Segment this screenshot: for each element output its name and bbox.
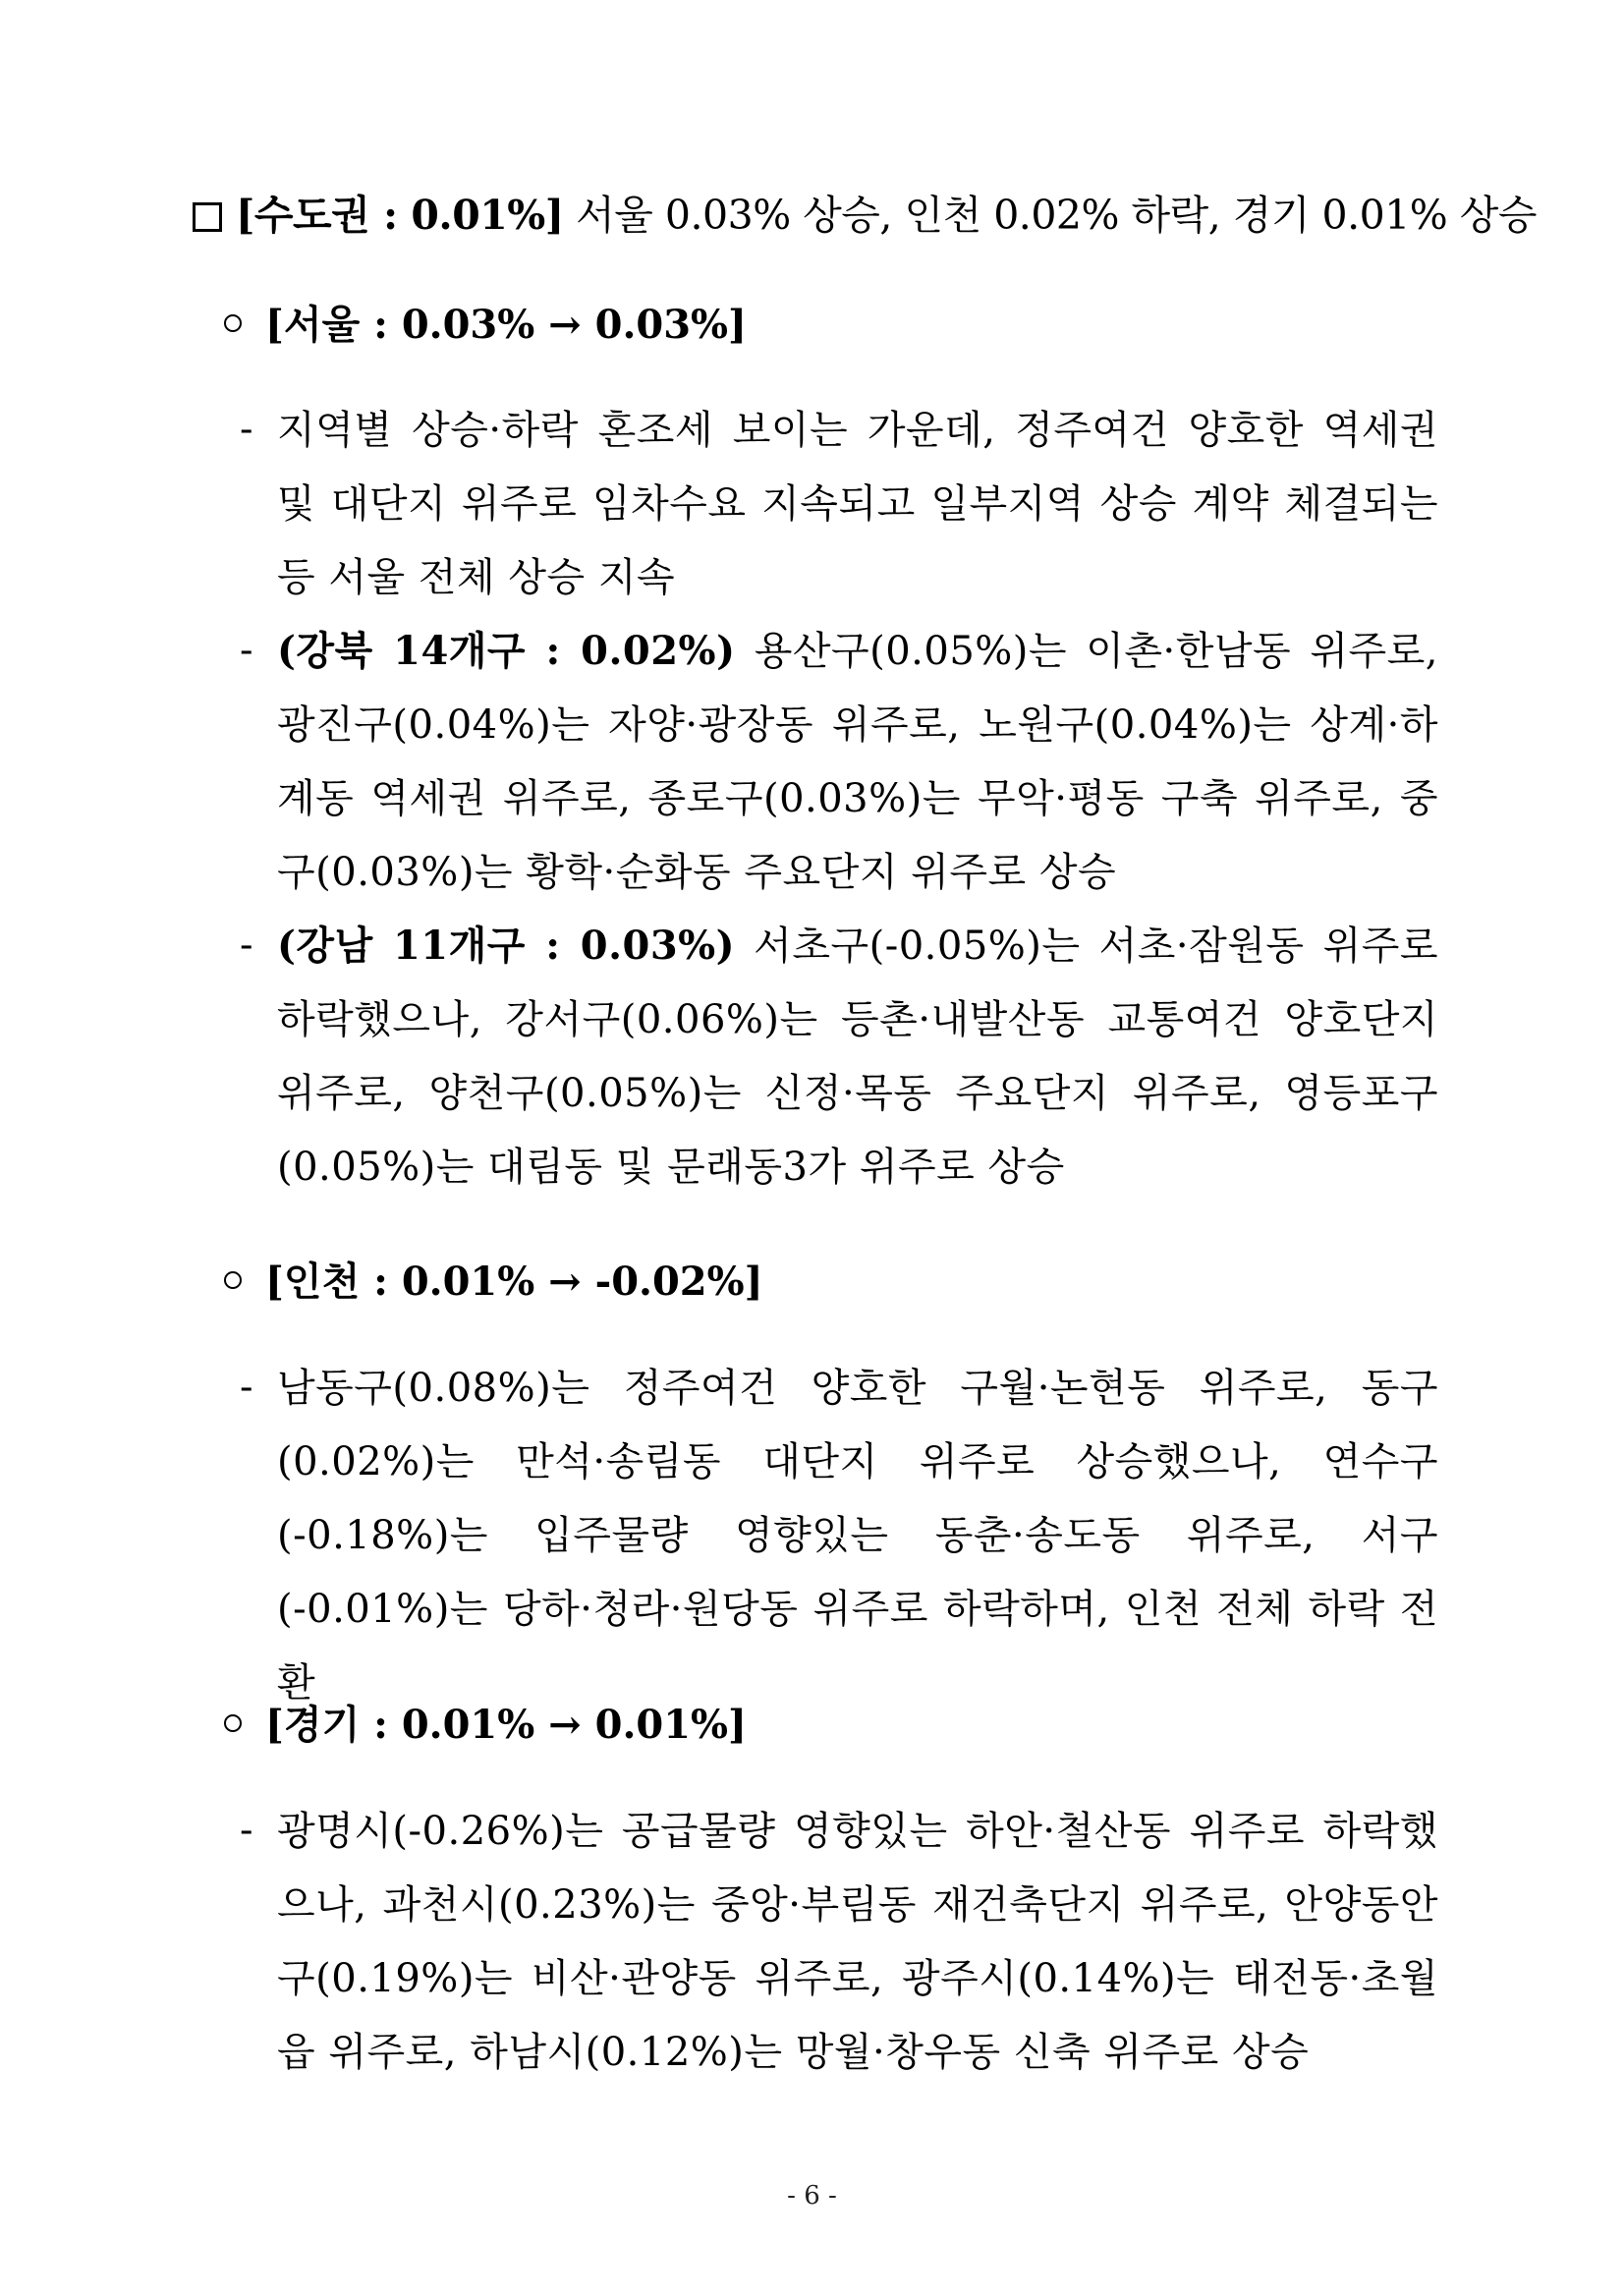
section-title-seoul — [224, 295, 747, 356]
section-title-incheon — [224, 1252, 763, 1313]
bullet-seoul-gangnam — [240, 909, 1438, 1204]
dash-bullet-icon: - — [240, 628, 253, 673]
bullet-label: (강북 14개구 : 0.02%) — [277, 628, 736, 674]
dash-bullet-icon: - — [240, 923, 253, 968]
section-title-label: [경기 : 0.01% → 0.01%] — [265, 1702, 747, 1748]
bullet-gyeonggi — [240, 1794, 1438, 2090]
section-title-gyeonggi — [224, 1695, 747, 1756]
bullet-seoul-gangbuk — [240, 614, 1438, 910]
circle-bullet-icon — [224, 1271, 242, 1289]
bullet-incheon — [240, 1351, 1438, 1720]
region-heading — [193, 185, 1537, 246]
heading-label: [수도권 : 0.01%] — [236, 192, 564, 239]
dash-bullet-icon: - — [240, 407, 253, 452]
section-title-label: [인천 : 0.01% → -0.02%] — [265, 1259, 763, 1305]
dash-bullet-icon: - — [240, 1808, 253, 1853]
bullet-text — [277, 1351, 1438, 1720]
heading-text: 서울 0.03% 상승, 인천 0.02% 하락, 경기 0.01% 상승 — [563, 192, 1537, 239]
bullet-text — [277, 1794, 1438, 2090]
bullet-seoul-overview — [240, 393, 1438, 615]
bullet-body: 남동구(0.08%)는 정주여건 양호한 구월·논현동 위주로, 동구(0.02%)는 만석·송림동 대단지 위주로 상승했으나, 연수구(-0.18%)는 입주물량 영향있는 동춘·송도동 위주로, 서구(-0.01%)는 당하·청라·원당동 위주로 하락하며, 인천 전체 하락 전환 — [277, 1366, 1438, 1706]
bullet-body: 광명시(-0.26%)는 공급물량 영향있는 하안·철산동 위주로 하락했으나, 과천시(0.23%)는 중앙·부림동 재건축단지 위주로, 안양동안구(0.19%)는 비산·관양동 위주로, 광주시(0.14%)는 태전동·초월읍 위주로, 하남시(0.12%)는 망월·창우동 신축 위주로 상승 — [277, 1809, 1438, 2075]
page-number: - 6 - — [787, 2181, 837, 2211]
bullet-body: 용산구(0.05%)는 이촌·한남동 위주로, 광진구(0.04%)는 자양·광장동 위주로, 노원구(0.04%)는 상계·하계동 역세권 위주로, 종로구(0.03%)는 무악·평동 구축 위주로, 중구(0.03%)는 황학·순화동 주요단지 위주로 상승 — [277, 629, 1438, 895]
bullet-text — [277, 393, 1438, 615]
checkbox-square-icon — [193, 202, 222, 232]
bullet-text — [277, 614, 1438, 910]
bullet-text — [277, 909, 1438, 1204]
dash-bullet-icon: - — [240, 1365, 253, 1410]
circle-bullet-icon — [224, 314, 242, 332]
bullet-label: (강남 11개구 : 0.03%) — [277, 923, 736, 969]
section-title-label: [서울 : 0.03% → 0.03%] — [265, 302, 747, 348]
bullet-body: 지역별 상승·하락 혼조세 보이는 가운데, 정주여건 양호한 역세권 및 대단지 위주로 임차수요 지속되고 일부지역 상승 계약 체결되는 등 서울 전체 상승 지속 — [277, 408, 1438, 600]
bullet-body: 서초구(-0.05%)는 서초·잠원동 위주로 하락했으나, 강서구(0.06%)는 등촌·내발산동 교통여건 양호단지 위주로, 양천구(0.05%)는 신정·목동 주요단지 위주로, 영등포구(0.05%)는 대림동 및 문래동3가 위주로 상승 — [277, 924, 1438, 1190]
circle-bullet-icon — [224, 1714, 242, 1732]
